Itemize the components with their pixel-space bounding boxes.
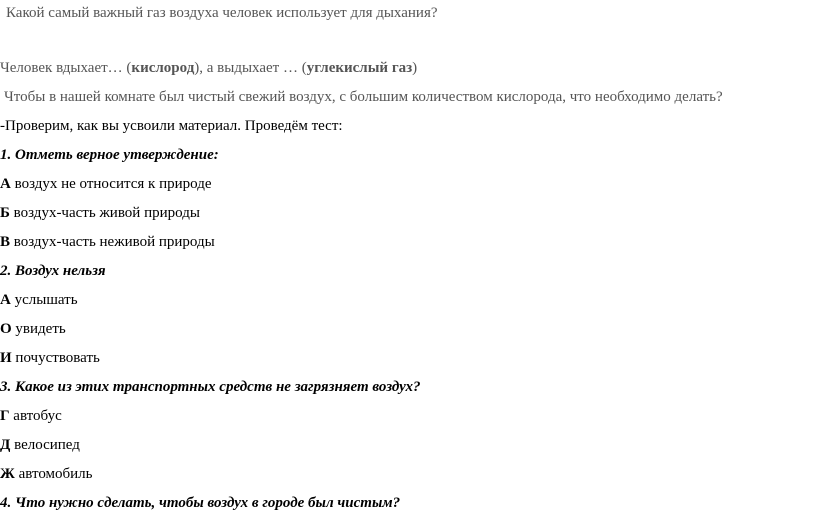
option-letter: И <box>0 350 12 366</box>
option-letter: Ж <box>0 466 15 482</box>
option-letter: Б <box>0 205 10 221</box>
option-text: услышать <box>10 292 78 308</box>
option-text: увидеть <box>11 321 66 337</box>
option-text: автобус <box>9 408 62 424</box>
answer-oxygen: кислород <box>131 60 195 76</box>
question-3-option-a <box>0 407 62 425</box>
test-intro: -Проверим, как вы усвоили материал. Проведём тест: <box>0 118 343 134</box>
answer-carbon-dioxide: углекислый газ <box>306 60 413 76</box>
option-letter: О <box>0 321 12 337</box>
breathing-answer-prefix: Человек вдыхает… ( <box>0 60 132 76</box>
option-letter: В <box>0 234 11 250</box>
question-3-option-b <box>0 436 80 454</box>
option-text: воздух не относится к природе <box>10 176 212 192</box>
breathing-answer-line <box>0 59 417 77</box>
option-text: воздух-часть живой природы <box>9 205 200 221</box>
question-2-option-b <box>0 320 66 338</box>
question-1-title: 1. Отметь верное утверждение: <box>0 147 219 163</box>
question-1-option-a <box>0 175 211 193</box>
option-letter: Д <box>0 437 11 453</box>
option-text: автомобиль <box>14 466 93 482</box>
question-2-option-c <box>0 349 100 367</box>
option-letter: Г <box>0 408 10 424</box>
intro-question-1: Какой самый важный газ воздуха человек использует для дыхания? <box>6 5 438 21</box>
question-4-title: 4. Что нужно сделать, чтобы воздух в городе был чистым? <box>0 495 401 511</box>
option-letter: А <box>0 292 11 308</box>
option-text: почуствовать <box>11 350 100 366</box>
intro-question-2: Чтобы в нашей комнате был чистый свежий воздух, с большим количеством кислорода, что необходимо делать? <box>4 89 723 105</box>
option-text: воздух-часть неживой природы <box>10 234 215 250</box>
question-3-option-c <box>0 465 93 483</box>
breathing-answer-suffix: ) <box>412 60 418 76</box>
question-2-title: 2. Воздух нельзя <box>0 263 106 279</box>
breathing-answer-middle: ), а выдыхает … ( <box>194 60 307 76</box>
option-text: велосипед <box>10 437 80 453</box>
option-letter: А <box>0 176 11 192</box>
question-1-option-c <box>0 233 215 251</box>
question-1-option-b <box>0 204 200 222</box>
question-2-option-a <box>0 291 78 309</box>
question-3-title: 3. Какое из этих транспортных средств не загрязняет воздух? <box>0 379 421 395</box>
